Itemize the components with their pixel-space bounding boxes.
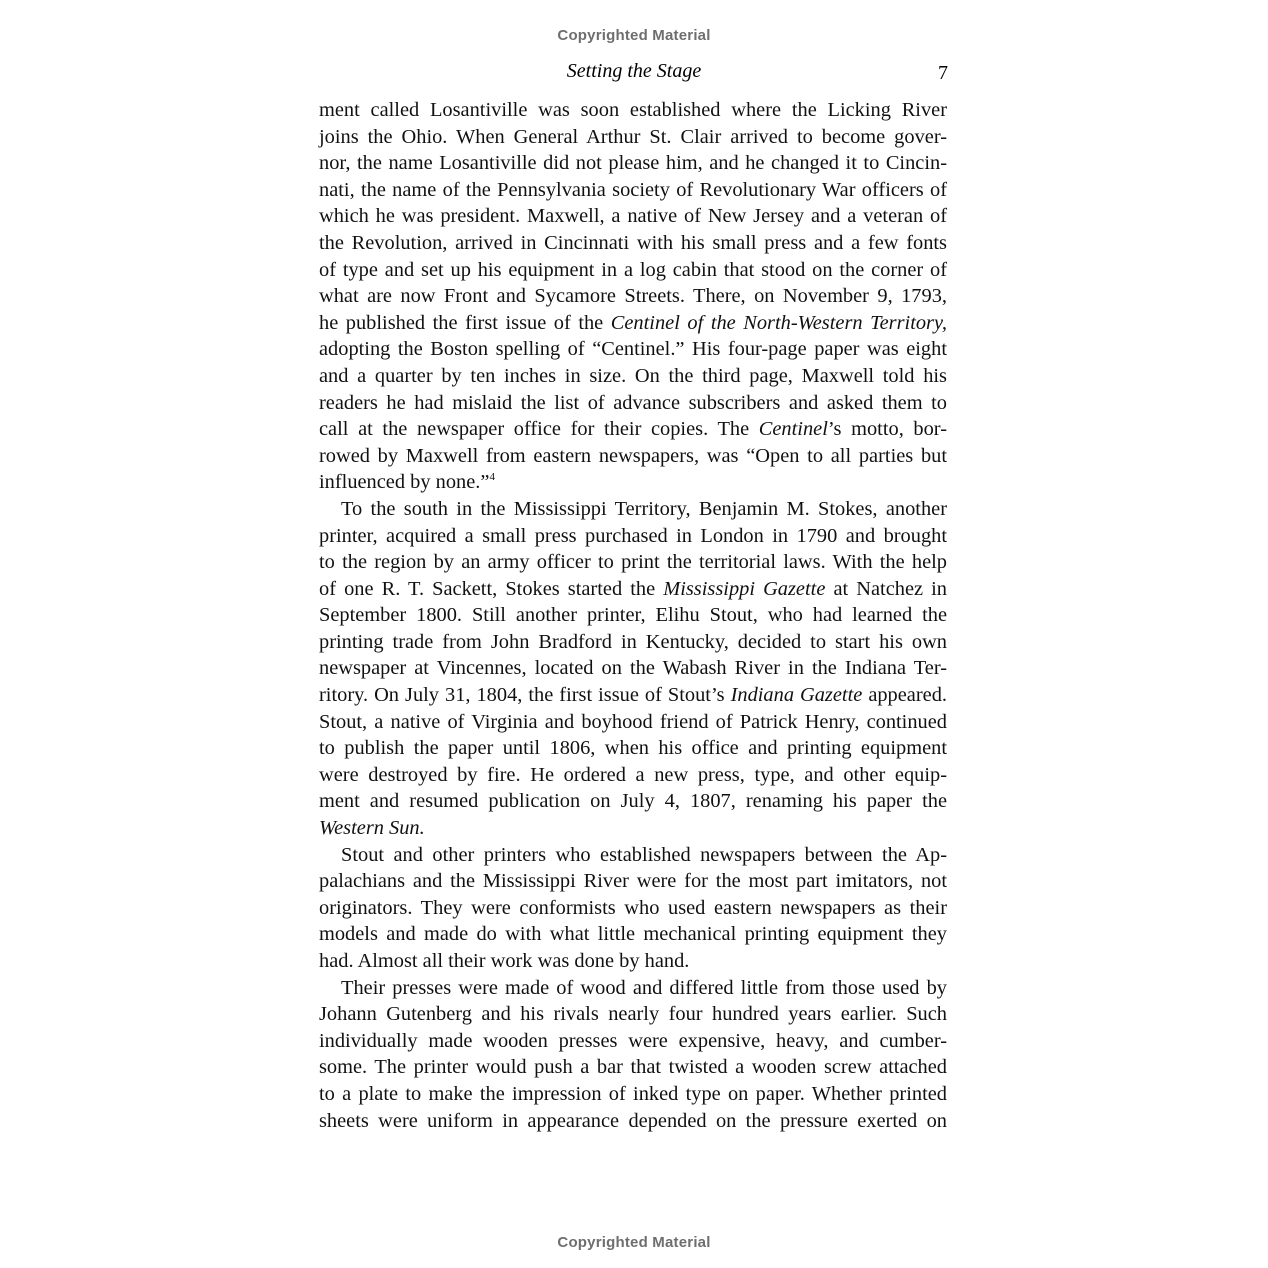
text-line: Stout, a native of Virginia and boyhood friend of Patrick Henry, continued (319, 710, 947, 733)
text-line: adopting the Boston spelling of “Centinel.” His four-page paper was eight (319, 338, 947, 361)
newspaper-title: Mississippi Gazette (663, 577, 826, 600)
text-line: some. The printer would push a bar that twisted a wooden screw attached (319, 1056, 947, 1079)
text-line: of type and set up his equipment in a log cabin that stood on the corner of (319, 258, 947, 281)
text-line (319, 815, 947, 842)
text-line: to the region by an army officer to print the territorial laws. With the help (319, 551, 947, 574)
text-line: were destroyed by fire. He ordered a new press, type, and other equip- (319, 763, 947, 786)
newspaper-title: Indiana Gazette (730, 684, 863, 707)
paragraph-3 (319, 842, 947, 975)
text-line: originators. They were conformists who used eastern newspapers as their (319, 896, 947, 919)
paragraph-4 (319, 975, 947, 1135)
running-title: Setting the Stage (566, 60, 702, 82)
text-line: individually made wooden presses were expensive, heavy, and cumber- (319, 1029, 947, 1052)
text-run: call at the newspaper office for their copies. The (319, 418, 759, 441)
text-run: ’s motto, bor- (827, 418, 947, 441)
text-line: Their presses were made of wood and differed little from those used by (341, 976, 947, 999)
text-line: printing trade from John Bradford in Kentucky, decided to start his own (319, 630, 947, 653)
text-line (319, 682, 947, 709)
page-body (319, 97, 947, 1134)
text-line: to a plate to make the impression of inked type on paper. Whether printed (319, 1082, 947, 1105)
text-line: printer, acquired a small press purchased in London in 1790 and brought (319, 524, 947, 547)
text-run: ritory. On July 31, 1804, the first issue of Stout’s (319, 684, 731, 707)
text-run: appeared. (862, 684, 947, 707)
text-line: palachians and the Mississippi River were for the most part imitators, not (319, 870, 947, 893)
paragraph-1 (319, 97, 947, 496)
text-line: and a quarter by ten inches in size. On the third page, Maxwell told his (319, 364, 947, 387)
footnote-marker: 4 (489, 471, 495, 484)
text-line: which he was president. Maxwell, a native of New Jersey and a veteran of (319, 205, 947, 228)
text-line: newspaper at Vincennes, located on the Wabash River in the Indiana Ter- (319, 657, 947, 680)
page-number: 7 (938, 62, 948, 84)
text-line (319, 310, 947, 337)
text-line: readers he had mislaid the list of advance subscribers and asked them to (319, 391, 947, 414)
paragraph-2 (319, 496, 947, 842)
copyright-watermark-top: Copyrighted Material (557, 27, 711, 44)
copyright-watermark-bottom: Copyrighted Material (557, 1234, 711, 1251)
text-line: models and made do with what little mechanical printing equipment they (319, 923, 947, 946)
text-line: what are now Front and Sycamore Streets. There, on November 9, 1793, (319, 285, 947, 308)
text-run: at Natchez in (825, 577, 947, 600)
text-line: ment and resumed publication on July 4, 1807, renaming his paper the (319, 790, 947, 813)
text-run: of one R. T. Sackett, Stokes started the (319, 577, 664, 600)
text-line: To the south in the Mississippi Territory, Benjamin M. Stokes, another (341, 497, 947, 520)
text-line: Johann Gutenberg and his rivals nearly four hundred years earlier. Such (319, 1003, 947, 1026)
text-line: joins the Ohio. When General Arthur St. Clair arrived to become gover- (319, 125, 947, 148)
text-line: ment called Losantiville was soon established where the Licking River (319, 99, 947, 121)
newspaper-title: Western Sun. (319, 817, 425, 840)
text-line: sheets were uniform in appearance depended on the pressure exerted on (319, 1109, 947, 1132)
text-line: to publish the paper until 1806, when his office and printing equipment (319, 737, 947, 760)
text-line: nati, the name of the Pennsylvania society of Revolutionary War officers of (319, 178, 947, 201)
text-line: rowed by Maxwell from eastern newspapers, was “Open to all parties but (319, 444, 947, 467)
text-run: influenced by none.” (319, 471, 490, 494)
newspaper-title: Centinel (758, 418, 828, 441)
text-line (319, 416, 947, 443)
text-line (319, 469, 947, 496)
text-line: the Revolution, arrived in Cincinnati with his small press and a few fonts (319, 231, 947, 254)
text-line: had. Almost all their work was done by hand. (319, 950, 690, 972)
running-header (320, 58, 948, 88)
newspaper-title: Centinel of the North-Western Territory, (610, 311, 948, 334)
text-run: he published the first issue of the (319, 311, 611, 334)
text-line: September 1800. Still another printer, Elihu Stout, who had learned the (319, 604, 947, 627)
text-line: Stout and other printers who established newspapers between the Ap- (341, 843, 947, 866)
text-line (319, 576, 947, 603)
text-line: nor, the name Losantiville did not please him, and he changed it to Cincin- (319, 152, 947, 175)
